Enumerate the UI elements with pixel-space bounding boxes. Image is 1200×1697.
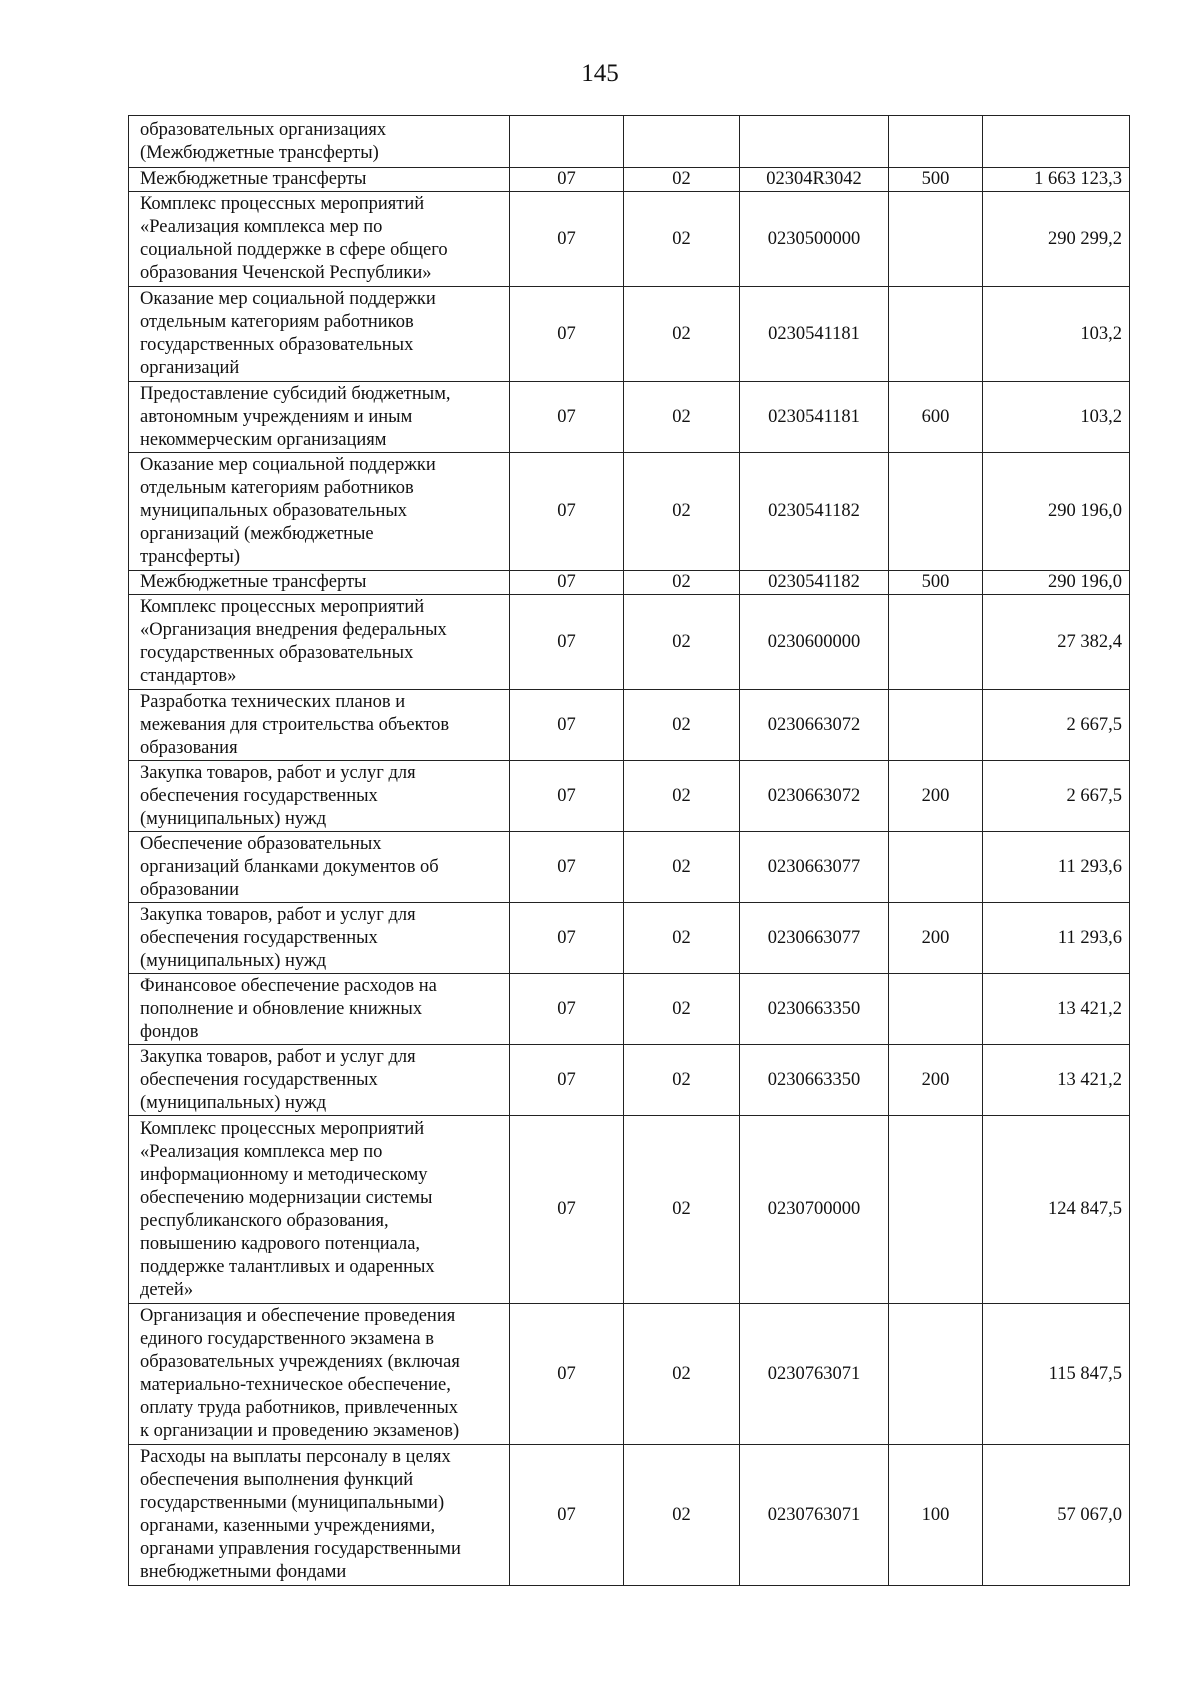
- row-section-cell: [510, 192, 624, 287]
- table-row: [129, 571, 1130, 595]
- row-expense-type-cell: [889, 1045, 983, 1116]
- row-section-cell: [510, 690, 624, 761]
- row-expense-type-cell: [889, 453, 983, 571]
- row-name: Расходы на выплаты персоналу в целях обеспечения выполнения функций государственными (муниципальными) органами, казенными учреждениями, органами управления государственными внебюджетными фондами: [140, 1447, 461, 1582]
- row-expense-type: 200: [921, 1069, 950, 1090]
- row-expense-type-cell: [889, 974, 983, 1045]
- row-amount: 13 421,2: [1057, 1069, 1122, 1090]
- table-row: [129, 690, 1130, 761]
- row-section-cell: [510, 1116, 624, 1304]
- row-amount: 290 196,0: [1048, 501, 1122, 521]
- row-subsection-cell: [624, 1116, 740, 1304]
- row-name-cell: [129, 1445, 510, 1586]
- row-name-cell: [129, 453, 510, 571]
- row-target-code-cell: [740, 1304, 889, 1445]
- row-name: Обеспечение образовательных организаций бланками документов об образовании: [140, 833, 439, 900]
- row-expense-type-cell: [889, 1445, 983, 1586]
- table-row: [129, 1116, 1130, 1304]
- row-section-cell: [510, 453, 624, 571]
- row-name-cell: [129, 287, 510, 382]
- row-name: Комплекс процессных мероприятий «Организация внедрения федеральных государственных образовательных стандартов»: [140, 597, 447, 686]
- row-section-cell: [510, 382, 624, 453]
- row-target-code-cell: [740, 453, 889, 571]
- row-subsection-cell: [624, 453, 740, 571]
- row-target-code-cell: [740, 382, 889, 453]
- row-section-cell: [510, 168, 624, 192]
- row-section: 07: [557, 169, 576, 189]
- row-name-cell: [129, 1045, 510, 1116]
- row-target-code-cell: [740, 192, 889, 287]
- row-name: Оказание мер социальной поддержки отдельным категориям работников муниципальных образовательных организаций (межбюджетные трансферты): [140, 455, 436, 567]
- row-amount-cell: [983, 1045, 1130, 1116]
- table-row: [129, 974, 1130, 1045]
- row-subsection: 02: [672, 1069, 691, 1090]
- budget-table-body: [129, 116, 1130, 1586]
- row-amount: 1 663 123,3: [1034, 169, 1122, 189]
- row-subsection: 02: [672, 406, 691, 427]
- row-name: Организация и обеспечение проведения единого государственного экзамена в образовательных учреждениях (включая материально-техническое обеспечение, оплату труда работников, привлеченных к организации и проведению экзаменов): [140, 1306, 460, 1441]
- row-target-code: 0230663072: [767, 785, 861, 806]
- row-target-code: 0230663350: [767, 1069, 861, 1090]
- table-row: [129, 1304, 1130, 1445]
- row-section: 07: [557, 501, 576, 521]
- row-name-cell: [129, 382, 510, 453]
- row-name-cell: [129, 168, 510, 192]
- row-expense-type-cell: [889, 192, 983, 287]
- row-amount-cell: [983, 832, 1130, 903]
- row-subsection: 02: [672, 1504, 691, 1525]
- row-subsection-cell: [624, 116, 740, 168]
- row-section: 07: [557, 998, 576, 1019]
- row-amount: 57 067,0: [1057, 1504, 1122, 1525]
- row-expense-type-cell: [889, 287, 983, 382]
- row-target-code-cell: [740, 1116, 889, 1304]
- row-amount-cell: [983, 168, 1130, 192]
- row-amount-cell: [983, 595, 1130, 690]
- row-amount: 13 421,2: [1057, 998, 1122, 1019]
- table-row: [129, 595, 1130, 690]
- row-name-cell: [129, 832, 510, 903]
- row-name: Закупка товаров, работ и услуг для обеспечения государственных (муниципальных) нужд: [140, 1046, 416, 1113]
- budget-table: [128, 115, 1130, 1586]
- row-subsection: 02: [672, 323, 691, 344]
- row-name-cell: [129, 595, 510, 690]
- row-section: 07: [557, 406, 576, 427]
- row-expense-type-cell: [889, 571, 983, 595]
- row-section: 07: [557, 323, 576, 344]
- row-subsection: 02: [672, 572, 691, 592]
- row-section-cell: [510, 1304, 624, 1445]
- row-subsection-cell: [624, 382, 740, 453]
- row-subsection: 02: [672, 1199, 691, 1219]
- row-expense-type-cell: [889, 168, 983, 192]
- row-subsection: 02: [672, 856, 691, 877]
- row-target-code: 02304R3042: [766, 169, 862, 189]
- row-target-code: 0230663077: [767, 927, 861, 948]
- row-name-cell: [129, 116, 510, 168]
- row-section: 07: [557, 1363, 576, 1384]
- row-name-cell: [129, 903, 510, 974]
- row-subsection: 02: [672, 631, 691, 652]
- table-row: [129, 761, 1130, 832]
- row-expense-type-cell: [889, 595, 983, 690]
- row-target-code-cell: [740, 168, 889, 192]
- row-name-cell: [129, 1304, 510, 1445]
- row-expense-type: 500: [921, 169, 950, 189]
- row-section-cell: [510, 832, 624, 903]
- row-name: Закупка товаров, работ и услуг для обеспечения государственных (муниципальных) нужд: [140, 762, 416, 829]
- row-subsection: 02: [672, 169, 691, 189]
- row-section-cell: [510, 287, 624, 382]
- row-name: Предоставление субсидий бюджетным, автономным учреждениям и иным некоммерческим организациям: [140, 383, 451, 450]
- row-subsection: 02: [672, 1363, 691, 1384]
- row-amount-cell: [983, 903, 1130, 974]
- table-row: [129, 832, 1130, 903]
- row-name-cell: [129, 1116, 510, 1304]
- row-target-code: 0230500000: [767, 228, 861, 249]
- row-subsection-cell: [624, 1045, 740, 1116]
- row-subsection-cell: [624, 690, 740, 761]
- row-target-code-cell: [740, 1045, 889, 1116]
- row-subsection-cell: [624, 903, 740, 974]
- row-amount: 11 293,6: [1057, 856, 1122, 877]
- row-target-code: 0230663350: [767, 998, 861, 1019]
- row-amount: 27 382,4: [1057, 631, 1122, 652]
- row-name-cell: [129, 974, 510, 1045]
- row-target-code-cell: [740, 595, 889, 690]
- row-subsection-cell: [624, 1445, 740, 1586]
- row-target-code-cell: [740, 761, 889, 832]
- row-amount: 103,2: [1080, 323, 1122, 344]
- row-target-code: 0230600000: [767, 631, 861, 652]
- row-section-cell: [510, 1445, 624, 1586]
- row-subsection-cell: [624, 192, 740, 287]
- row-expense-type: 600: [921, 406, 950, 427]
- row-name-cell: [129, 192, 510, 287]
- row-amount-cell: [983, 287, 1130, 382]
- table-row: [129, 168, 1130, 192]
- row-amount: 290 196,0: [1048, 572, 1122, 592]
- row-subsection-cell: [624, 571, 740, 595]
- row-section-cell: [510, 116, 624, 168]
- row-section: 07: [557, 631, 576, 652]
- row-target-code-cell: [740, 571, 889, 595]
- row-target-code-cell: [740, 690, 889, 761]
- row-subsection: 02: [672, 501, 691, 521]
- row-expense-type-cell: [889, 382, 983, 453]
- row-amount: 290 299,2: [1048, 228, 1122, 249]
- table-row: [129, 192, 1130, 287]
- page-number: 145: [581, 60, 619, 87]
- row-target-code-cell: [740, 974, 889, 1045]
- row-section: 07: [557, 228, 576, 249]
- row-expense-type: 200: [921, 927, 950, 948]
- row-target-code: 0230541182: [768, 572, 860, 592]
- row-amount: 11 293,6: [1057, 927, 1122, 948]
- row-name: Оказание мер социальной поддержки отдельным категориям работников государственных образовательных организаций: [140, 289, 436, 378]
- row-subsection: 02: [672, 714, 691, 735]
- row-expense-type-cell: [889, 903, 983, 974]
- row-section: 07: [557, 856, 576, 877]
- row-name-cell: [129, 690, 510, 761]
- row-section: 07: [557, 1199, 576, 1219]
- row-amount-cell: [983, 453, 1130, 571]
- row-subsection-cell: [624, 168, 740, 192]
- row-amount: 103,2: [1080, 406, 1122, 427]
- table-row: [129, 382, 1130, 453]
- row-subsection: 02: [672, 998, 691, 1019]
- table-row: [129, 453, 1130, 571]
- row-amount-cell: [983, 382, 1130, 453]
- row-expense-type: 200: [921, 785, 950, 806]
- row-amount-cell: [983, 571, 1130, 595]
- row-amount: 2 667,5: [1066, 785, 1122, 806]
- row-subsection-cell: [624, 1304, 740, 1445]
- row-section: 07: [557, 714, 576, 735]
- row-subsection-cell: [624, 287, 740, 382]
- row-amount-cell: [983, 1116, 1130, 1304]
- table-row: [129, 1445, 1130, 1586]
- row-subsection: 02: [672, 228, 691, 249]
- row-section-cell: [510, 974, 624, 1045]
- row-section-cell: [510, 903, 624, 974]
- row-amount: 2 667,5: [1066, 714, 1122, 735]
- row-expense-type-cell: [889, 690, 983, 761]
- row-amount: 115 847,5: [1048, 1363, 1122, 1384]
- row-amount: 124 847,5: [1048, 1199, 1122, 1219]
- row-target-code: 0230763071: [767, 1504, 861, 1525]
- row-name-cell: [129, 571, 510, 595]
- row-section-cell: [510, 571, 624, 595]
- row-expense-type-cell: [889, 832, 983, 903]
- row-section-cell: [510, 595, 624, 690]
- row-name-cell: [129, 761, 510, 832]
- row-name: Разработка технических планов и межевания для строительства объектов образования: [140, 691, 450, 758]
- row-section: 07: [557, 1504, 576, 1525]
- row-target-code: 0230663072: [767, 714, 861, 735]
- row-section-cell: [510, 761, 624, 832]
- row-target-code: 0230763071: [767, 1363, 861, 1384]
- row-section: 07: [557, 927, 576, 948]
- row-section: 07: [557, 572, 576, 592]
- row-name: Межбюджетные трансферты: [140, 572, 367, 592]
- row-subsection: 02: [672, 785, 691, 806]
- row-target-code: 0230663077: [767, 856, 861, 877]
- row-amount-cell: [983, 761, 1130, 832]
- row-expense-type-cell: [889, 1116, 983, 1304]
- row-subsection-cell: [624, 595, 740, 690]
- row-amount-cell: [983, 974, 1130, 1045]
- row-amount-cell: [983, 192, 1130, 287]
- table-row: [129, 903, 1130, 974]
- row-expense-type-cell: [889, 761, 983, 832]
- row-section: 07: [557, 1069, 576, 1090]
- table-row: [129, 1045, 1130, 1116]
- table-row: [129, 116, 1130, 168]
- row-subsection-cell: [624, 974, 740, 1045]
- row-expense-type: 500: [921, 572, 950, 592]
- row-name: Комплекс процессных мероприятий «Реализация комплекса мер по социальной поддержке в сфере общего образования Чеченской Республики»: [140, 194, 448, 283]
- row-section: 07: [557, 785, 576, 806]
- row-target-code-cell: [740, 116, 889, 168]
- row-target-code: 0230541181: [768, 323, 860, 344]
- row-amount-cell: [983, 690, 1130, 761]
- row-expense-type: 100: [921, 1504, 950, 1525]
- row-subsection-cell: [624, 761, 740, 832]
- row-amount-cell: [983, 1445, 1130, 1586]
- row-target-code: 0230700000: [767, 1199, 861, 1219]
- row-target-code-cell: [740, 287, 889, 382]
- row-target-code: 0230541181: [768, 406, 860, 427]
- row-expense-type-cell: [889, 1304, 983, 1445]
- row-name: образовательных организациях (Межбюджетные трансферты): [140, 119, 387, 163]
- row-amount-cell: [983, 116, 1130, 168]
- row-name: Финансовое обеспечение расходов на пополнение и обновление книжных фондов: [140, 975, 437, 1042]
- row-target-code-cell: [740, 903, 889, 974]
- row-target-code: 0230541182: [768, 501, 860, 521]
- row-section-cell: [510, 1045, 624, 1116]
- row-name: Комплекс процессных мероприятий «Реализация комплекса мер по информационному и методическому обеспечению модернизации системы республиканского образования, повышению кадрового потенциала, поддержке талантливых и одаренных детей»: [140, 1118, 435, 1300]
- row-amount-cell: [983, 1304, 1130, 1445]
- row-target-code-cell: [740, 1445, 889, 1586]
- row-target-code-cell: [740, 832, 889, 903]
- row-subsection: 02: [672, 927, 691, 948]
- row-name: Межбюджетные трансферты: [140, 169, 367, 189]
- row-subsection-cell: [624, 832, 740, 903]
- table-row: [129, 287, 1130, 382]
- row-expense-type-cell: [889, 116, 983, 168]
- row-name: Закупка товаров, работ и услуг для обеспечения государственных (муниципальных) нужд: [140, 904, 416, 971]
